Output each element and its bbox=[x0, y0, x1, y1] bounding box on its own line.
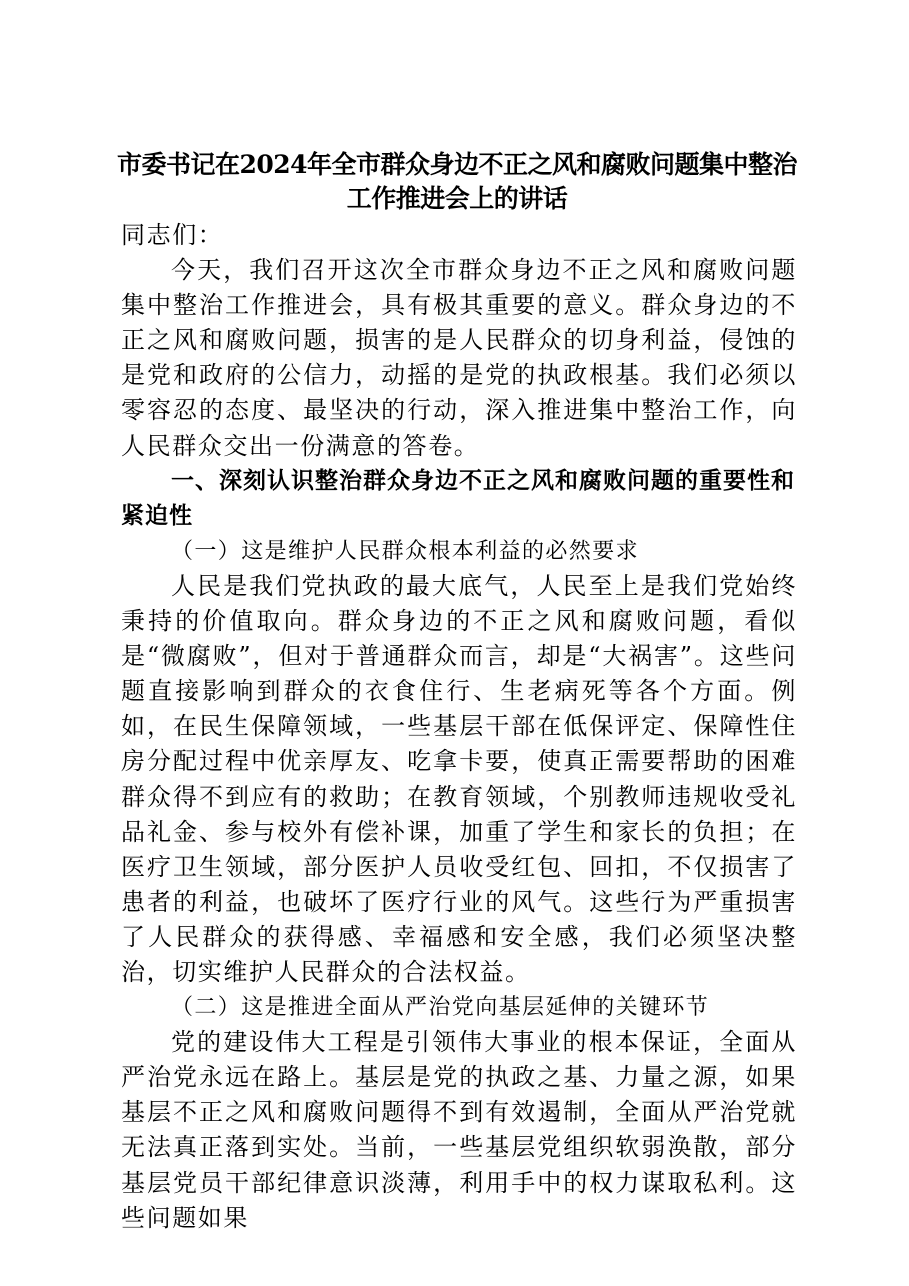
subsection-2-paragraph: 党的建设伟大工程是引领伟大事业的根本保证，全面从严治党永远在路上。基层是党的执政之基、力量之源，如果基层不正之风和腐败问题得不到有效遏制，全面从严治党就无法真正落到实处。当前，一些基层党组织软弱涣散，部分基层党员干部纪律意识淡薄，利用手中的权力谋取私利。这些问题如果 bbox=[121, 1028, 797, 1232]
document-title bbox=[112, 148, 802, 216]
subsection-1-heading: （一）这是维护人民群众根本利益的必然要求 bbox=[171, 538, 640, 564]
subsection-2-heading: （二）这是推进全面从严治党向基层延伸的关键环节 bbox=[171, 995, 710, 1021]
intro-paragraph: 今天，我们召开这次全市群众身边不正之风和腐败问题集中整治工作推进会，具有极其重要的意义。群众身边的不正之风和腐败问题，损害的是人民群众的切身利益，侵蚀的是党和政府的公信力，动摇的是党的执政根基。我们必须以零容忍的态度、最坚决的行动，深入推进集中整治工作，向人民群众交出一份满意的答卷。 bbox=[121, 256, 797, 460]
section-1-heading: 一、深刻认识整治群众身边不正之风和腐败问题的重要性和紧迫性 bbox=[121, 467, 795, 529]
title-line-1: 市委书记在2024年全市群众身边不正之风和腐败问题集中整治 bbox=[116, 150, 798, 179]
salutation: 同志们： bbox=[121, 221, 224, 249]
document-body bbox=[121, 218, 797, 1236]
subsection-1-paragraph: 人民是我们党执政的最大底气，人民至上是我们党始终秉持的价值取向。群众身边的不正之风和腐败问题，看似是“微腐败”，但对于普通群众而言，却是“大祸害”。这些问题直接影响到群众的衣食住行、生老病死等各个方面。例如，在民生保障领域，一些基层干部在低保评定、保障性住房分配过程中优亲厚友、吃拿卡要，使真正需要帮助的困难群众得不到应有的救助；在教育领域，个别教师违规收受礼品礼金、参与校外有偿补课，加重了学生和家长的负担；在医疗卫生领域，部分医护人员收受红包、回扣，不仅损害了患者的利益，也破坏了医疗行业的风气。这些行为严重损害了人民群众的获得感、幸福感和安全感，我们必须坚决整治，切实维护人民群众的合法权益。 bbox=[121, 571, 797, 986]
title-line-2: 工作推进会上的讲话 bbox=[346, 184, 568, 213]
